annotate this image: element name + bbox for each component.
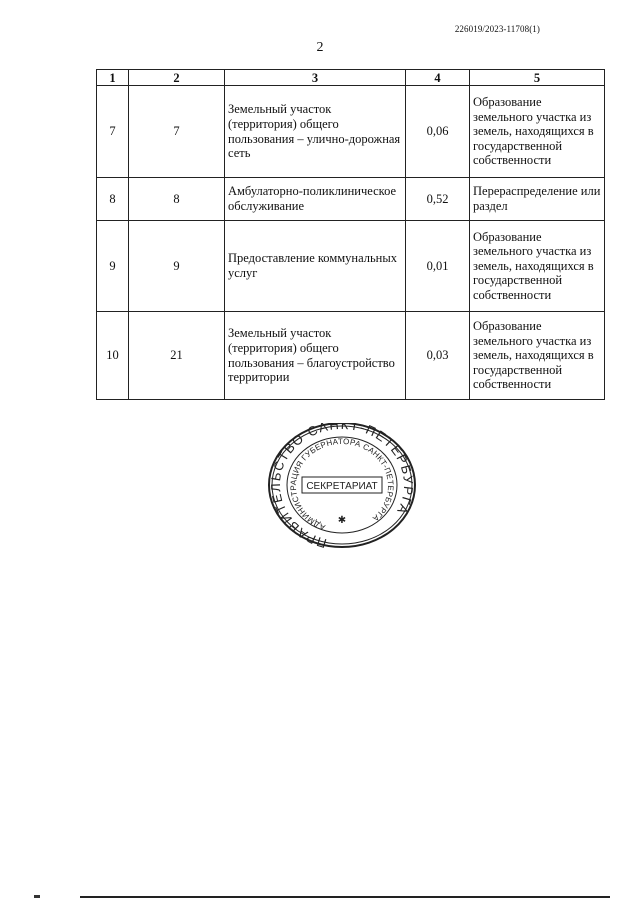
table-header-row	[97, 70, 605, 86]
stamp-outer-text: ПРАВИТЕЛЬСТВО САНКТ-ПЕТЕРБУРГА	[267, 423, 417, 552]
cell-area: 0,01	[406, 221, 470, 312]
cell-number: 9	[97, 221, 129, 312]
table-row	[97, 86, 605, 178]
cell-purpose: Предоставление коммунальных услуг	[225, 221, 406, 312]
cell-zone-number: 9	[129, 221, 225, 312]
bottom-rule	[80, 896, 610, 898]
cell-method: Образование земельного участка из земель, находящихся в государственной собственности	[470, 221, 605, 312]
table-row	[97, 312, 605, 400]
page-number: 2	[316, 40, 324, 55]
cell-number: 10	[97, 312, 129, 400]
cell-area: 0,06	[406, 86, 470, 178]
stamp-inner-text: АДМИНИСТРАЦИЯ ГУБЕРНАТОРА САНКТ-ПЕТЕРБУРГА	[288, 436, 396, 532]
stamp-seal-icon	[262, 423, 422, 553]
data-table	[96, 69, 605, 400]
cell-zone-number: 7	[129, 86, 225, 178]
stamp-star-icon: ✱	[337, 515, 347, 526]
stamp-center-text: СЕКРЕТАРИАТ	[306, 481, 378, 492]
document-number: 226019/2023-11708(1)	[454, 24, 540, 34]
cell-purpose: Земельный участок (территория) общего пользования – улично-дорожная сеть	[225, 86, 406, 178]
column-header-2: 2	[129, 70, 225, 86]
cell-number: 8	[97, 178, 129, 221]
cell-number: 7	[97, 86, 129, 178]
cell-zone-number: 8	[129, 178, 225, 221]
scan-mark	[34, 895, 40, 898]
cell-area: 0,52	[406, 178, 470, 221]
column-header-5: 5	[470, 70, 605, 86]
column-header-4: 4	[406, 70, 470, 86]
table-row	[97, 178, 605, 221]
cell-method: Образование земельного участка из земель, находящихся в государственной собственности	[470, 312, 605, 400]
official-stamp	[262, 423, 422, 553]
cell-purpose: Амбулаторно-поликлиническое обслуживание	[225, 178, 406, 221]
cell-purpose: Земельный участок (территория) общего пользования – благоустройство территории	[225, 312, 406, 400]
cell-method: Перераспределение или раздел	[470, 178, 605, 221]
table-row	[97, 221, 605, 312]
column-header-1: 1	[97, 70, 129, 86]
cell-method: Образование земельного участка из земель, находящихся в государственной собственности	[470, 86, 605, 178]
cell-area: 0,03	[406, 312, 470, 400]
column-header-3: 3	[225, 70, 406, 86]
cell-zone-number: 21	[129, 312, 225, 400]
